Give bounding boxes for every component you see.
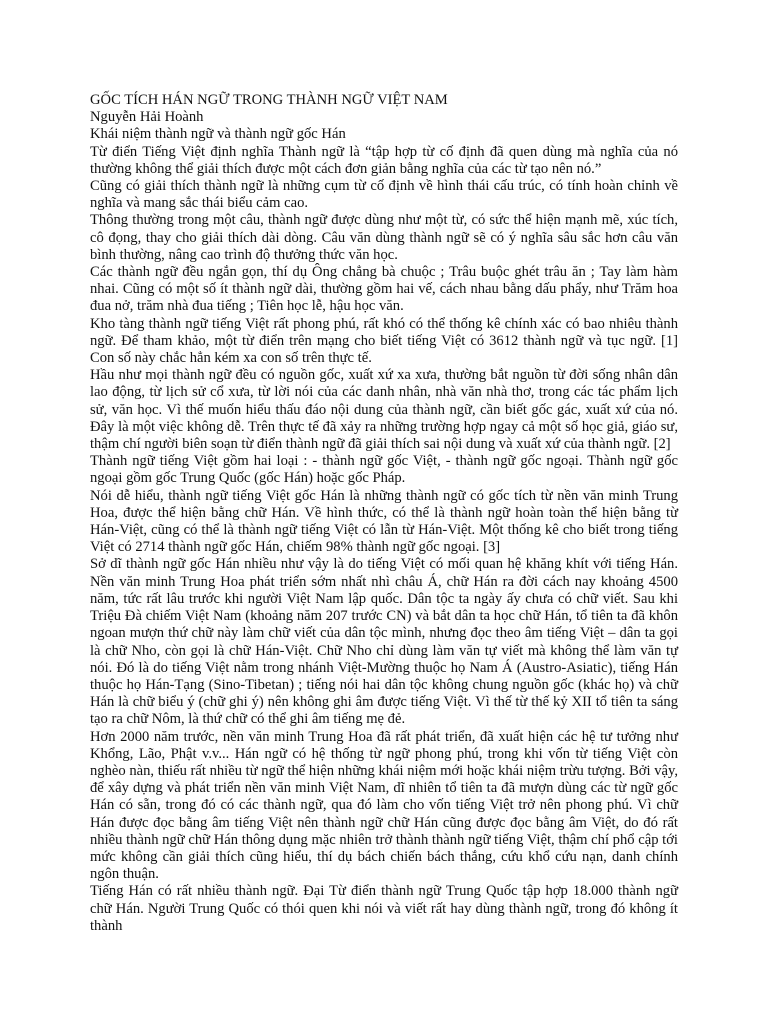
paragraph: Hơn 2000 năm trước, nền văn minh Trung Hoa đã rất phát triển, đã xuất hiện các hệ tư tưởng như Khổng, Lão, Phật v.v... Hán ngữ có hệ thống từ ngữ phong phú, trong khi vốn từ tiếng Việt còn nghèo nàn, thiếu rất nhiều từ ngữ thể hiện những khái niệm mới hoặc khái niệm trừu tượng. Bởi vậy, để xây dựng và phát triển nền văn minh Việt Nam, dĩ nhiên tổ tiên ta đã mượn dùng các từ ngữ gốc Hán có sẵn, trong đó có các thành ngữ, qua đó làm cho vốn tiếng Việt trở nên phong phú. Vì chữ Hán được đọc bằng âm tiếng Việt nên thành ngữ chữ Hán cũng được đọc bằng âm Việt, do đó rất nhiều thành ngữ chữ Hán thông dụng mặc nhiên trở thành thành ngữ tiếng Việt, thậm chí phổ cập tới mức không cần giải thích cũng hiểu, thí dụ bách chiến bách thắng, cứu khổ cứu nạn, danh chính ngôn thuận. — [90, 728, 678, 883]
paragraph: Thành ngữ tiếng Việt gồm hai loại : - thành ngữ gốc Việt, - thành ngữ gốc ngoại. Thành ngữ gốc ngoại gồm gốc Trung Quốc (gốc Hán) hoặc gốc Pháp. — [90, 453, 678, 487]
document-title: GỐC TÍCH HÁN NGỮ TRONG THÀNH NGỮ VIỆT NAM — [90, 92, 448, 108]
author-name: Nguyễn Hải Hoành — [90, 109, 204, 126]
paragraph: Cũng có giải thích thành ngữ là những cụm từ cố định về hình thái cấu trúc, có tính hoàn chỉnh về nghĩa và mang sắc thái biểu cảm cao. — [90, 178, 678, 212]
document-page — [90, 92, 678, 935]
paragraph: Sở dĩ thành ngữ gốc Hán nhiều như vậy là do tiếng Việt có mối quan hệ khăng khít với tiếng Hán. Nền văn minh Trung Hoa phát triển sớm nhất nhì châu Á, chữ Hán ra đời cách nay khoảng 4500 năm, tức rất lâu trước khi người Việt Nam lập quốc. Dân tộc ta ngày ấy chưa có chữ viết. Sau khi Triệu Đà chiếm Việt Nam (khoảng năm 207 trước CN) và bắt dân ta học chữ Hán, tổ tiên ta đã khôn ngoan mượn thứ chữ này làm chữ viết của dân tộc mình, nhưng đọc theo âm tiếng Việt – dân ta gọi là chữ Nho, còn gọi là chữ Hán-Việt. Chữ Nho chỉ dùng làm văn tự viết mà không thể làm văn tự nói. Đó là do tiếng Việt nằm trong nhánh Việt-Mường thuộc họ Nam Á (Austro-Asiatic), tiếng Hán thuộc họ Hán-Tạng (Sino-Tibetan) ; tiếng nói hai dân tộc không chung nguồn gốc (khác họ) và chữ Hán là chữ biểu ý (chữ ghi ý) nên không ghi âm được tiếng Việt. Vì thế từ thế kỷ XII tổ tiên ta sáng tạo ra chữ Nôm, là thứ chữ có thể ghi âm tiếng mẹ đẻ. — [90, 556, 678, 728]
paragraph: Các thành ngữ đều ngắn gọn, thí dụ Ông chẳng bà chuộc ; Trâu buộc ghét trâu ăn ; Tay làm hàm nhai. Cũng có một số ít thành ngữ dài, thường gồm hai vế, cách nhau bằng dấu phẩy, như Trăm hoa đua nở, trăm nhà đua tiếng ; Tiên học lễ, hậu học văn. — [90, 264, 678, 315]
paragraph: Kho tàng thành ngữ tiếng Việt rất phong phú, rất khó có thể thống kê chính xác có bao nhiêu thành ngữ. Để tham khảo, một từ điển trên mạng cho biết tiếng Việt có 3612 thành ngữ và tục ngữ. [1] Con số này chắc hẳn kém xa con số trên thực tế. — [90, 315, 678, 367]
section-heading: Khái niệm thành ngữ và thành ngữ gốc Hán — [90, 126, 346, 143]
paragraph: Tiếng Hán có rất nhiều thành ngữ. Đại Từ điển thành ngữ Trung Quốc tập hợp 18.000 thành ngữ chữ Hán. Người Trung Quốc có thói quen khi nói và viết rất hay dùng thành ngữ, trong đó không ít thành — [90, 883, 678, 934]
paragraph: Nói dễ hiểu, thành ngữ tiếng Việt gốc Hán là những thành ngữ có gốc tích từ nền văn minh Trung Hoa, được thể hiện bằng chữ Hán. Về hình thức, có thể là thành ngữ hoàn toàn thể hiện bằng từ Hán-Việt, cũng có thể là thành ngữ tiếng Việt có lẫn từ Hán-Việt. Một thống kê cho biết trong tiếng Việt có 2714 thành ngữ gốc Hán, chiếm 98% thành ngữ gốc ngoại. [3] — [90, 487, 678, 556]
paragraph: Hầu như mọi thành ngữ đều có nguồn gốc, xuất xứ xa xưa, thường bắt nguồn từ đời sống nhân dân lao động, từ lịch sử cổ xưa, từ lời nói của các danh nhân, nhà văn nhà thơ, trong các tác phẩm lịch sử, văn học. Vì thế muốn hiểu thấu đáo nội dung của thành ngữ, cần biết gốc gác, xuất xứ của nó. Đây là một việc không dễ. Trên thực tế đã xảy ra những trường hợp ngay cả một số học giả, giáo sư, thậm chí người biên soạn từ điển thành ngữ đã giải thích sai nội dung và xuất xứ của thành ngữ. [2] — [90, 367, 678, 453]
paragraph: Thông thường trong một câu, thành ngữ được dùng như một từ, có sức thể hiện mạnh mẽ, xúc tích, cô đọng, thay cho giải thích dài dòng. Câu văn dùng thành ngữ sẽ có ý nghĩa sâu sắc hơn câu văn bình thường, nâng cao trình độ thưởng thức văn học. — [90, 212, 678, 263]
paragraph: Từ điển Tiếng Việt định nghĩa Thành ngữ là “tập hợp từ cố định đã quen dùng mà nghĩa của nó thường không thể giải thích được một cách đơn giản bằng nghĩa của các từ tạo nên nó.” — [90, 143, 678, 177]
